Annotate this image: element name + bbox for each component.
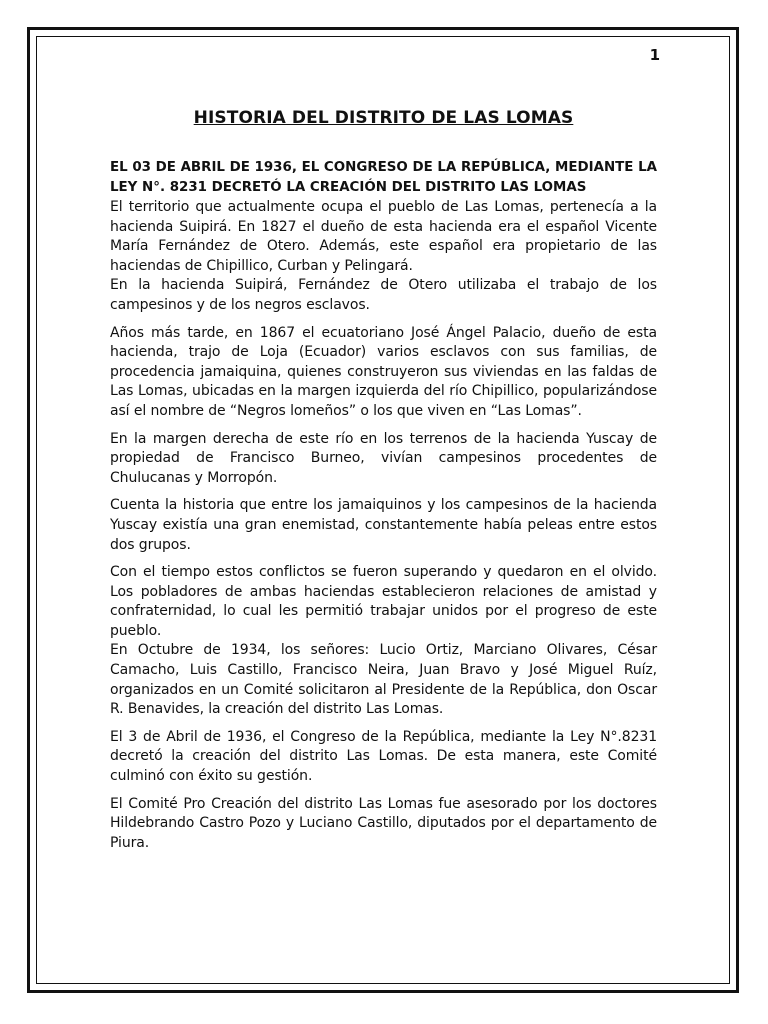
- paragraph-suipira-labor: En la hacienda Suipirá, Fernández de Otero utilizaba el trabajo de los campesinos y de los negros esclavos.: [110, 277, 657, 313]
- document-body: [110, 108, 657, 861]
- paragraph-enmity: Cuenta la historia que entre los jamaiquinos y los campesinos de la hacienda Yuscay existía una gran enemistad, constantemente había peleas entre estos dos grupos.: [110, 497, 657, 553]
- page-number: 1: [649, 46, 660, 64]
- document-title: HISTORIA DEL DISTRITO DE LAS LOMAS: [193, 108, 574, 128]
- paragraph-committee: En Octubre de 1934, los señores: Lucio Ortiz, Marciano Olivares, César Camacho, Luis Castillo, Francisco Neira, Juan Bravo y José Miguel Ruíz, organizados en un Comité solicitaron al Presidente de la República, don Oscar R. Benavides, la creación del distrito Las Lomas.: [110, 642, 657, 718]
- document-subheading: EL 03 DE ABRIL DE 1936, EL CONGRESO DE LA REPÚBLICA, MEDIANTE LA LEY N°. 8231 DECRETÓ LA CREACIÓN DEL DISTRITO LAS LOMAS: [110, 160, 657, 195]
- paragraph-law-8231: El 3 de Abril de 1936, el Congreso de la República, mediante la Ley N°.8231 decretó la creación del distrito Las Lomas. De esta manera, este Comité culminó con éxito su gestión.: [110, 728, 657, 785]
- paragraph-palacio: Años más tarde, en 1867 el ecuatoriano José Ángel Palacio, dueño de esta hacienda, trajo de Loja (Ecuador) varios esclavos con sus familias, de procedencia jamaiquina, quienes construyeron sus viviendas en las faldas de Las Lomas, ubicadas en la margen izquierda del río Chipillico, popularizándose así el nombre de “Negros lomeños” o los que viven en “Las Lomas”.: [110, 324, 657, 419]
- paragraph-yuscay: En la margen derecha de este río en los terrenos de la hacienda Yuscay de propiedad de Francisco Burneo, vivían campesinos procedentes de Chulucanas y Morropón.: [110, 430, 657, 486]
- paragraph-advisors: El Comité Pro Creación del distrito Las Lomas fue asesorado por los doctores Hildebrando Castro Pozo y Luciano Castillo, diputados por el departamento de Piura.: [110, 795, 657, 851]
- paragraph-reconciliation: Con el tiempo estos conflictos se fueron superando y quedaron en el olvido. Los pobladores de ambas haciendas establecieron relaciones de amistad y confraternidad, lo cual les permitió trabajar unidos por el progreso de este pueblo.: [110, 564, 657, 639]
- paragraph-territory: El territorio que actualmente ocupa el pueblo de Las Lomas, pertenecía a la hacienda Suipirá. En 1827 el dueño de esta hacienda era el español Vicente María Fernández de Otero. Además, este español era propietario de las haciendas de Chipillico, Curban y Pelingará.: [110, 199, 657, 274]
